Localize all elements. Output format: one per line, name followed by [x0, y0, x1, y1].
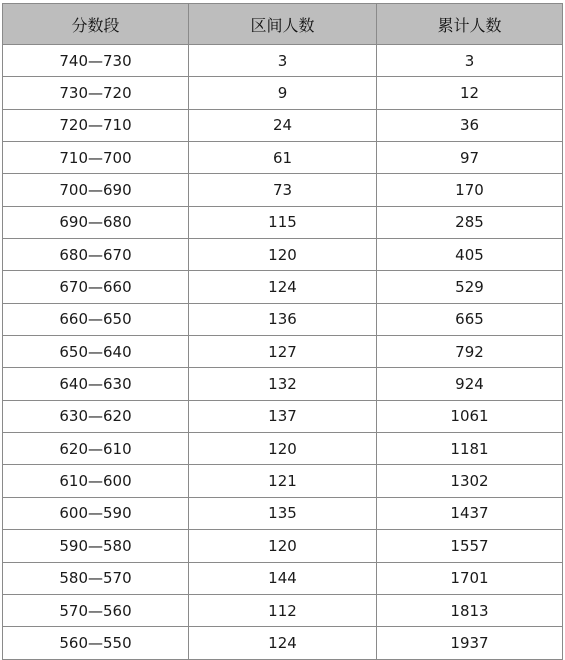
cumulative-count-cell: 1302 [377, 465, 563, 497]
cumulative-count-cell: 1061 [377, 400, 563, 432]
score-range-cell: 620—610 [3, 433, 189, 465]
table-header [3, 4, 563, 45]
table-row [3, 465, 563, 497]
cumulative-count-cell: 1557 [377, 530, 563, 562]
score-range-cell: 650—640 [3, 336, 189, 368]
cumulative-count-cell: 792 [377, 336, 563, 368]
table-row [3, 400, 563, 432]
cumulative-count-cell: 1437 [377, 497, 563, 529]
header-interval-count: 区间人数 [189, 4, 377, 45]
table-row [3, 336, 563, 368]
table-row [3, 206, 563, 238]
score-range-cell: 640—630 [3, 368, 189, 400]
table-row [3, 530, 563, 562]
cumulative-count-cell: 170 [377, 174, 563, 206]
table-row [3, 303, 563, 335]
interval-count-cell: 115 [189, 206, 377, 238]
table-row [3, 77, 563, 109]
score-distribution-table-container [2, 3, 562, 660]
interval-count-cell: 120 [189, 433, 377, 465]
interval-count-cell: 112 [189, 594, 377, 626]
interval-count-cell: 3 [189, 45, 377, 77]
header-row [3, 4, 563, 45]
header-score-range: 分数段 [3, 4, 189, 45]
cumulative-count-cell: 12 [377, 77, 563, 109]
table-row [3, 368, 563, 400]
score-range-cell: 560—550 [3, 627, 189, 659]
cumulative-count-cell: 529 [377, 271, 563, 303]
score-range-cell: 740—730 [3, 45, 189, 77]
score-range-cell: 730—720 [3, 77, 189, 109]
cumulative-count-cell: 924 [377, 368, 563, 400]
score-range-cell: 690—680 [3, 206, 189, 238]
score-range-cell: 590—580 [3, 530, 189, 562]
table-row [3, 433, 563, 465]
score-range-cell: 720—710 [3, 109, 189, 141]
table-row [3, 239, 563, 271]
table-body [3, 45, 563, 660]
score-range-cell: 700—690 [3, 174, 189, 206]
interval-count-cell: 9 [189, 77, 377, 109]
table-row [3, 109, 563, 141]
table-row [3, 45, 563, 77]
score-range-cell: 710—700 [3, 142, 189, 174]
score-distribution-table [2, 3, 563, 660]
interval-count-cell: 136 [189, 303, 377, 335]
cumulative-count-cell: 1813 [377, 594, 563, 626]
table-row [3, 174, 563, 206]
score-range-cell: 670—660 [3, 271, 189, 303]
score-range-cell: 680—670 [3, 239, 189, 271]
cumulative-count-cell: 97 [377, 142, 563, 174]
cumulative-count-cell: 1701 [377, 562, 563, 594]
interval-count-cell: 137 [189, 400, 377, 432]
interval-count-cell: 124 [189, 271, 377, 303]
interval-count-cell: 121 [189, 465, 377, 497]
score-range-cell: 580—570 [3, 562, 189, 594]
interval-count-cell: 135 [189, 497, 377, 529]
interval-count-cell: 120 [189, 239, 377, 271]
table-row [3, 627, 563, 659]
score-range-cell: 630—620 [3, 400, 189, 432]
cumulative-count-cell: 405 [377, 239, 563, 271]
score-range-cell: 610—600 [3, 465, 189, 497]
cumulative-count-cell: 3 [377, 45, 563, 77]
table-row [3, 594, 563, 626]
interval-count-cell: 73 [189, 174, 377, 206]
interval-count-cell: 120 [189, 530, 377, 562]
cumulative-count-cell: 1181 [377, 433, 563, 465]
table-row [3, 562, 563, 594]
table-row [3, 271, 563, 303]
score-range-cell: 570—560 [3, 594, 189, 626]
table-row [3, 497, 563, 529]
interval-count-cell: 24 [189, 109, 377, 141]
interval-count-cell: 124 [189, 627, 377, 659]
interval-count-cell: 144 [189, 562, 377, 594]
cumulative-count-cell: 285 [377, 206, 563, 238]
interval-count-cell: 61 [189, 142, 377, 174]
cumulative-count-cell: 665 [377, 303, 563, 335]
cumulative-count-cell: 1937 [377, 627, 563, 659]
interval-count-cell: 132 [189, 368, 377, 400]
score-range-cell: 660—650 [3, 303, 189, 335]
header-cumulative-count: 累计人数 [377, 4, 563, 45]
cumulative-count-cell: 36 [377, 109, 563, 141]
interval-count-cell: 127 [189, 336, 377, 368]
table-row [3, 142, 563, 174]
score-range-cell: 600—590 [3, 497, 189, 529]
